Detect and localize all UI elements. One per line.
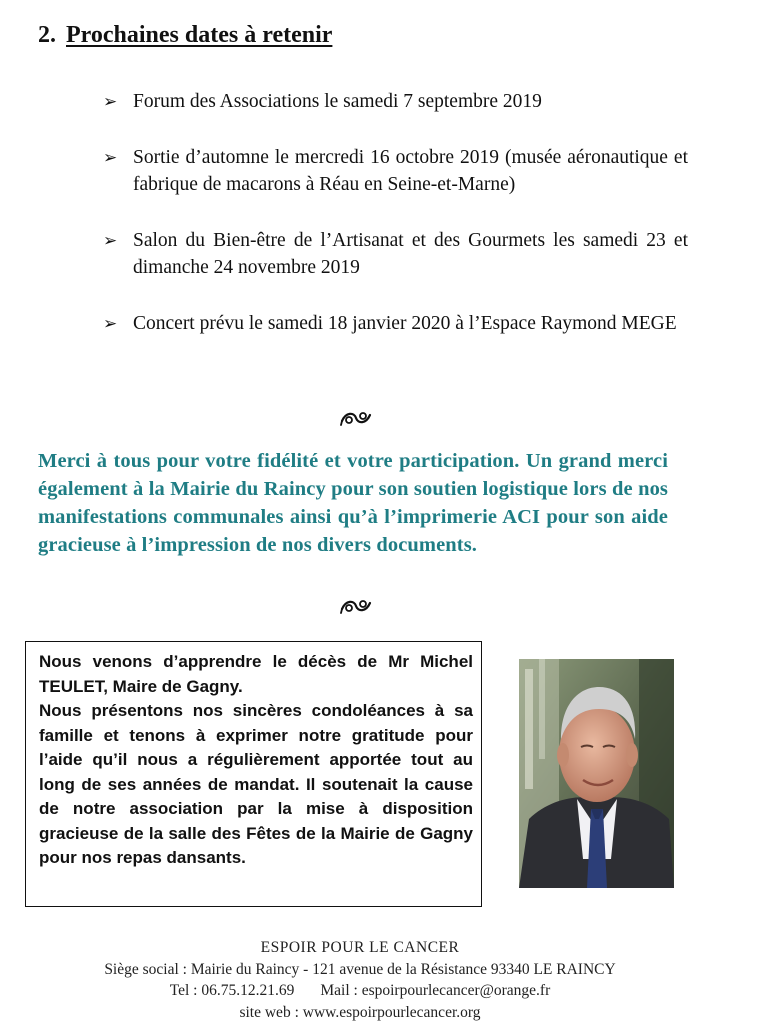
footer-address: Siège social : Mairie du Raincy - 121 avenue de la Résistance 93340 LE RAINCY	[104, 960, 616, 978]
event-item	[103, 227, 688, 281]
arrow-bullet-icon: ➢	[103, 148, 118, 167]
event-item	[103, 310, 688, 337]
footer-organization: ESPOIR POUR LE CANCER	[260, 939, 460, 956]
arrow-bullet-icon: ➢	[103, 314, 118, 333]
event-item	[103, 88, 688, 115]
portrait-photo	[519, 659, 674, 888]
section-title: Prochaines dates à retenir	[66, 22, 333, 48]
footer-contact	[0, 980, 720, 1002]
event-text: Salon du Bien-être de l’Artisanat et des Gourmets les samedi 23 et dimanche 24 novembre 2019	[133, 230, 688, 278]
condolence-notice	[25, 641, 482, 907]
event-text: Sortie d’automne le mercredi 16 octobre 2019 (musée aéronautique et fabrique de macarons à Réau en Seine-et-Marne)	[133, 147, 688, 195]
footer	[0, 937, 720, 1023]
fleuron-ornament-icon	[340, 597, 372, 615]
section-number: 2.	[38, 22, 56, 48]
footer-website[interactable]: site web : www.espoirpourlecancer.org	[239, 1003, 481, 1021]
notice-announcement: Nous venons d’apprendre le décès de Mr Michel TEULET, Maire de Gagny.	[39, 652, 473, 696]
event-text: Forum des Associations le samedi 7 septembre 2019	[133, 91, 542, 112]
fleuron-ornament-icon	[340, 409, 372, 427]
arrow-bullet-icon: ➢	[103, 92, 118, 111]
thanks-message: Merci à tous pour votre fidélité et votre participation. Un grand merci également à la Mairie du Raincy pour son soutien logistique lors de nos manifestations communales ainsi qu’à l’imprimerie ACI pour son aide gracieuse à l’impression de nos divers documents.	[38, 450, 668, 556]
event-item	[103, 144, 688, 198]
section-heading	[38, 22, 332, 49]
event-text: Concert prévu le samedi 18 janvier 2020 à l’Espace Raymond MEGE	[133, 313, 677, 334]
footer-phone: Tel : 06.75.12.21.69	[169, 982, 295, 999]
arrow-bullet-icon: ➢	[103, 231, 118, 250]
notice-body: Nous présentons nos sincères condoléances à sa famille et tenons à exprimer notre gratitude pour l’aide qu’il nous a régulièrement apportée tout au long de ses années de mandat. Il soutenait la cause de notre association par la mise à disposition gracieuse de la salle des Fêtes de la Mairie de Gagny pour nos repas dansants.	[39, 701, 473, 867]
events-list	[103, 88, 688, 366]
footer-email[interactable]: Mail : espoirpourlecancer@orange.fr	[320, 982, 551, 999]
